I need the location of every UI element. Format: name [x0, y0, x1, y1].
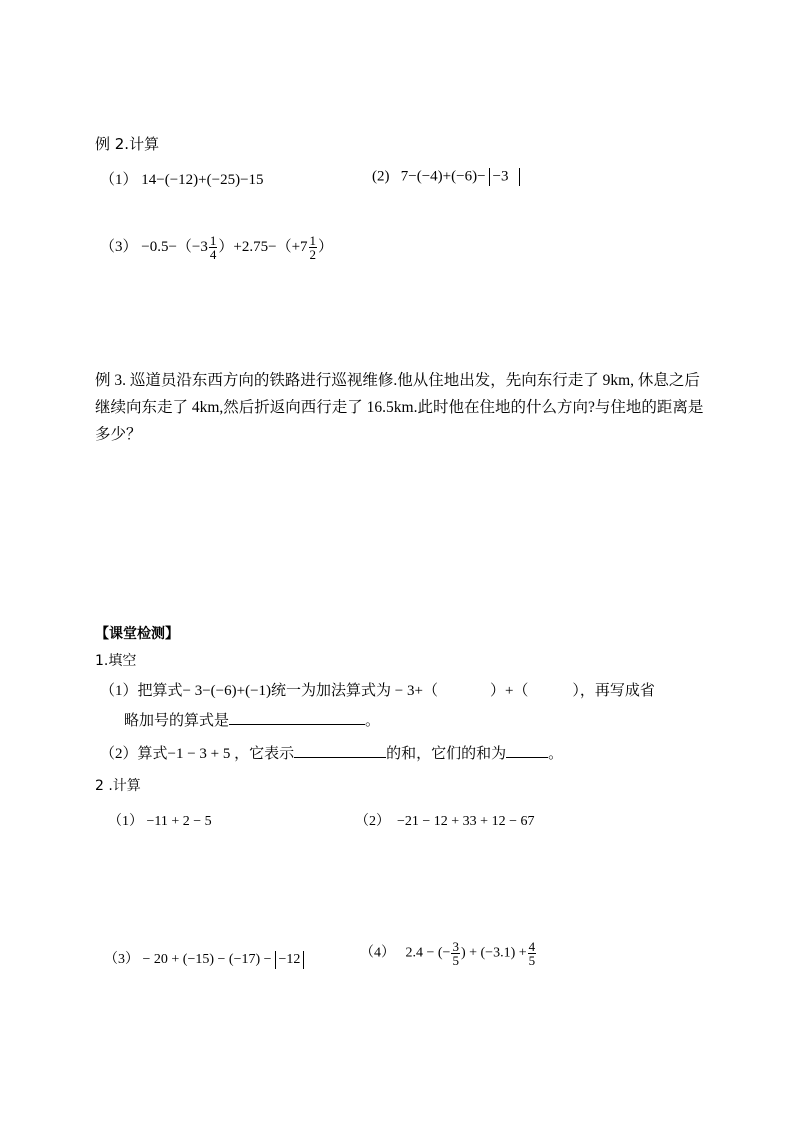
- expr-part: −0.5−（−3: [141, 238, 208, 255]
- q1-item-1-line2: [124, 709, 380, 730]
- numerator: 1: [309, 233, 317, 248]
- expr-part: 2.4 − (−: [405, 945, 451, 961]
- text: （2）算式−1 − 3 + 5 ，它表示: [100, 746, 295, 762]
- fraction-one-half: [309, 234, 318, 261]
- expr-part: ）: [318, 238, 334, 255]
- problem-label: （1）: [108, 814, 143, 829]
- denominator: 4: [209, 247, 217, 262]
- q2-problem-1: [108, 810, 212, 830]
- text: 的和，它们的和为: [386, 746, 507, 762]
- denominator: 5: [452, 953, 459, 968]
- expr-part: ) + (−3.1) +: [460, 945, 527, 961]
- abs-value: −3: [492, 168, 509, 185]
- q2-problem-4: [360, 940, 537, 967]
- problem-label: （1）: [100, 172, 138, 188]
- denominator: 2: [309, 247, 317, 262]
- fraction-four-fifths: [528, 940, 537, 967]
- q1-item-2: [100, 742, 563, 763]
- math-expression: −21 − 12 + 33 + 12 − 67: [397, 814, 535, 829]
- example-3-text: 例 3. 巡道员沿东西方向的铁路进行巡视维修.他从住地出发，先向东行走了 9km, 休息之后继续向东走了 4km,然后折返向西行走了 16.5km.此时他在住地的什么方向?与住地的距离是多少？: [95, 372, 704, 443]
- fraction-three-fifths: [451, 940, 460, 967]
- numerator: 4: [528, 939, 536, 954]
- text: ），再写成省: [572, 683, 655, 699]
- text: 。: [548, 746, 564, 762]
- numerator: 3: [452, 939, 459, 954]
- math-expression: 7−(−4)+(−6)−: [400, 168, 486, 185]
- problem-label: (2): [372, 168, 390, 185]
- text: ）+（: [489, 683, 529, 699]
- problem-label: （3）: [100, 238, 138, 255]
- q1-item-1-line1: [100, 679, 655, 700]
- ex2-problem-1: [100, 168, 264, 189]
- fraction-one-quarter: [209, 234, 218, 261]
- denominator: 5: [528, 953, 536, 968]
- example-2-title: 例 2.计算: [95, 135, 160, 153]
- problem-label: （2）: [355, 814, 390, 829]
- answer-blank[interactable]: [506, 743, 548, 758]
- text: （1）把算式− 3−(−6)+(−1)统一为加法算式为 − 3+（: [100, 683, 438, 699]
- text: 。: [365, 713, 381, 729]
- answer-blank[interactable]: [229, 710, 365, 725]
- abs-bar-right: [303, 951, 304, 969]
- ex2-problem-3: [100, 234, 333, 261]
- numerator: 1: [209, 233, 217, 248]
- q2-problem-2: [355, 810, 534, 830]
- problem-label: （4）: [360, 945, 395, 961]
- math-expression: − 20 + (−15) − (−17) −: [142, 952, 272, 967]
- abs-bar-left: [489, 168, 490, 186]
- math-expression: −11 + 2 − 5: [146, 814, 212, 829]
- text: 略加号的算式是: [124, 713, 230, 729]
- problem-label: （3）: [104, 952, 139, 967]
- math-expression: 14−(−12)+(−25)−15: [141, 172, 264, 188]
- question-1-title: 1.填空: [95, 653, 137, 669]
- expr-part: ）+2.75−（+7: [218, 238, 308, 255]
- q2-problem-3: [104, 948, 307, 969]
- abs-bar-left: [275, 951, 276, 969]
- section-title: 【课堂检测】: [95, 626, 179, 642]
- abs-bar-right: [519, 168, 520, 186]
- question-2-title: 2 .计算: [95, 778, 141, 794]
- answer-blank[interactable]: [294, 743, 386, 758]
- ex2-problem-2: [372, 168, 523, 186]
- abs-value: −12: [278, 952, 301, 967]
